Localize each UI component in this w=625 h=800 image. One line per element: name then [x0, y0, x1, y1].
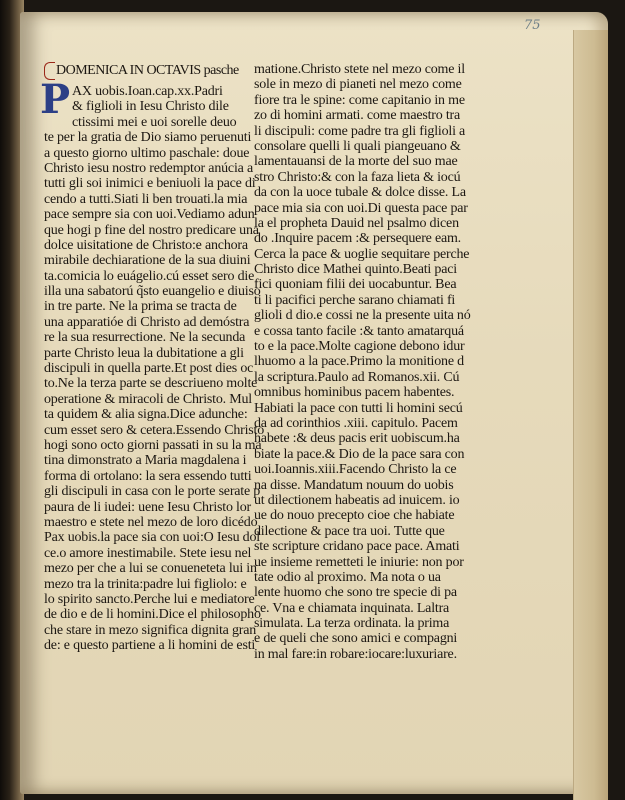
- text-line: ctissimi mei e uoi sorelle deuo: [72, 114, 237, 130]
- text-line: cum esset sero & cetera.Essendo Christo: [44, 422, 265, 438]
- text-line: ce. Vna e chiamata inquinata. Laltra: [254, 600, 450, 616]
- text-line: de dio e de li homini.Dice el philosopho: [44, 607, 261, 623]
- text-line: na disse. Mandatum nouum do uobis: [254, 477, 454, 493]
- text-line: da ad corinthios .xiii. capitulo. Pacem: [254, 415, 458, 431]
- text-line: li discipuli: come padre tra gli figlioli a: [254, 123, 466, 139]
- text-line: stro Christo:& con la faza lieta & iocú: [254, 169, 461, 185]
- text-line-content: AX uobis.Ioan.cap.xx.Padri: [72, 84, 223, 99]
- text-line: maestro e stete nel mezo de loro dicédo: [44, 514, 258, 530]
- text-line: que hogi p fine del nostro predicare una: [44, 222, 259, 238]
- text-line: a questo giorno ultimo paschale: doue: [44, 145, 250, 161]
- text-line: dolce uisitatione de Christo:e anchora: [44, 237, 248, 253]
- text-line: do .Inquire pacem :& persequere eam.: [254, 231, 461, 247]
- text-line: ue insieme remetteti le iniurie: non por: [254, 554, 464, 570]
- text-line: illa una sabatorú q̃sto euangelio e diuiso: [44, 284, 261, 300]
- text-line: Cerca la pace & uoglie sequitare perche: [254, 246, 470, 262]
- folio-number: 75: [524, 18, 541, 33]
- chapter-heading: [44, 62, 258, 78]
- text-line: una apparatióe di Christo ad demóstra: [44, 314, 250, 330]
- text-line: matione.Christo stete nel mezo come il: [254, 62, 465, 77]
- text-line: uoi.Ioannis.xiii.Facendo Christo la ce: [254, 462, 457, 478]
- text-line: re la sua resurrectione. Ne la secunda: [44, 330, 246, 346]
- text-line: de: e questo partiene a li homini de esti: [44, 638, 256, 654]
- decorated-initial: P: [40, 76, 70, 123]
- text-line: cendo a tutti.Siati li ben trouati.la mia: [44, 191, 248, 207]
- text-line: forma di ortolano: la sera essendo tutti: [44, 468, 252, 484]
- text-line: operatione & miracoli de Christo. Mul: [44, 391, 253, 407]
- text-line: lente huomo che sono tre specie di pa: [254, 585, 457, 601]
- text-line: & figlioli in Iesu Christo dile: [72, 99, 229, 115]
- text-line: tate odio al proximo. Ma nota o ua: [254, 569, 441, 585]
- text-line: la el propheta Dauid nel psalmo dicen: [254, 215, 459, 231]
- text-line: da con la uoce tubale & dolce disse. La: [254, 185, 466, 201]
- text-line: Christo dice Mathei quinto.Beati paci: [254, 262, 457, 278]
- text-line: e cossa tanto facile :& tanto amatarquá: [254, 323, 464, 339]
- text-line: Pax uobis.la pace sia con uoi:O Iesu dol: [44, 530, 260, 546]
- text-line: ut dilectionem habeatis ad inuicem. io: [254, 492, 460, 508]
- text-line: te per la gratia de Dio siamo peruenuti: [44, 130, 252, 146]
- text-line: Christo iesu nostro redemptor anúcia a: [44, 160, 253, 176]
- text-line: hogi sono octo giorni passati in su la ma: [44, 437, 262, 453]
- text-line: dilectione & pace tra uoi. Tutte que: [254, 523, 445, 539]
- text-line: ue do nouo precepto cioe che habiate: [254, 508, 455, 524]
- text-line: mezo tra la trinita:padre lui figliolo: e: [44, 576, 247, 592]
- text-line: to e la pace.Molte cagione debono idur: [254, 339, 465, 355]
- text-line: ta quidem & alia signa.Dice adunche:: [44, 407, 248, 423]
- text-line: discipuli in quella parte.Et post dies oc: [44, 361, 254, 377]
- text-line: fici quoniam filii dei uocabuntur. Bea: [254, 277, 457, 293]
- text-line: biate la pace.& Dio de la pace sara con: [254, 446, 465, 462]
- text-line: lhuomo a la pace.Primo la monitione d: [254, 354, 464, 370]
- text-line: paura de li iudei: uene Iesu Christo lor: [44, 499, 251, 515]
- text-column-left: [40, 62, 265, 654]
- text-line: ce.o amore inestimabile. Stete iesu nel: [44, 545, 252, 561]
- text-line: ti li pacifici perche sarano chiamati fi: [254, 292, 456, 308]
- text-line: in mal fare:in robare:iocare:luxuriare.: [254, 646, 457, 662]
- text-line: simulata. La terza ordinata. la prima: [254, 616, 450, 632]
- text-line: fiore tra le spine: come capitanio in me: [254, 92, 465, 108]
- text-line: ta.comicia lo euágelio.cú esset sero die: [44, 268, 255, 284]
- text-line: ste scripture cridano pace pace. Amati: [254, 539, 460, 555]
- text-line: omnibus hominibus pacem habentes.: [254, 385, 455, 401]
- text-line: pace mia sia con uoi.Di questa pace par: [254, 200, 468, 216]
- text-line: in tre parte. Ne la prima se tracta de: [44, 299, 237, 315]
- page-edge: [573, 30, 608, 800]
- text-line: habete :& deus pacis erit uobiscum.ha: [254, 431, 460, 447]
- text-line: to.Ne la terza parte se descriueno molte: [44, 376, 258, 392]
- text-line: gli discipuli in casa con le porte serate p: [44, 484, 261, 500]
- text-line: parte Christo leua la dubitatione a gli: [44, 345, 244, 361]
- text-line: mezo per che a lui se conueneteta lui in: [44, 561, 257, 577]
- text-line: pace sempre sia con uoi.Vediamo adun: [44, 207, 255, 223]
- text-line: consolare quelli li quali piangeuano &: [254, 138, 461, 154]
- text-line: e de queli che sono amici e compagni: [254, 631, 458, 647]
- text-line: tina dimonstrato a Maria magdalena i: [44, 453, 247, 469]
- text-line: lamentauansi de la morte del suo mae: [254, 154, 458, 170]
- text-line: Habiati la pace con tutti li homini secú: [254, 400, 463, 416]
- text-line: che stare in mezo significa dignita gran: [44, 622, 257, 638]
- text-line: mirabile dechiaratione de la sua diuini: [44, 253, 251, 269]
- text-line: glioli d dio.e cossi ne la presente uita nó: [254, 308, 471, 324]
- text-line: tutti gli soi inimici e beniuoli la pace di: [44, 176, 256, 192]
- text-line: zo di homini armati. come maestro tra: [254, 108, 461, 124]
- text-line: lo spirito sancto.Perche lui e mediatore: [44, 591, 255, 607]
- chapter-heading-text: DOMENICA IN OCTAVIS pasche: [56, 63, 239, 79]
- text-column-right: [254, 62, 476, 662]
- text-line: sole in mezo di pianeti nel mezo come: [254, 77, 462, 93]
- text-line: la scriptura.Paulo ad Romanos.xii. Cú: [254, 369, 460, 385]
